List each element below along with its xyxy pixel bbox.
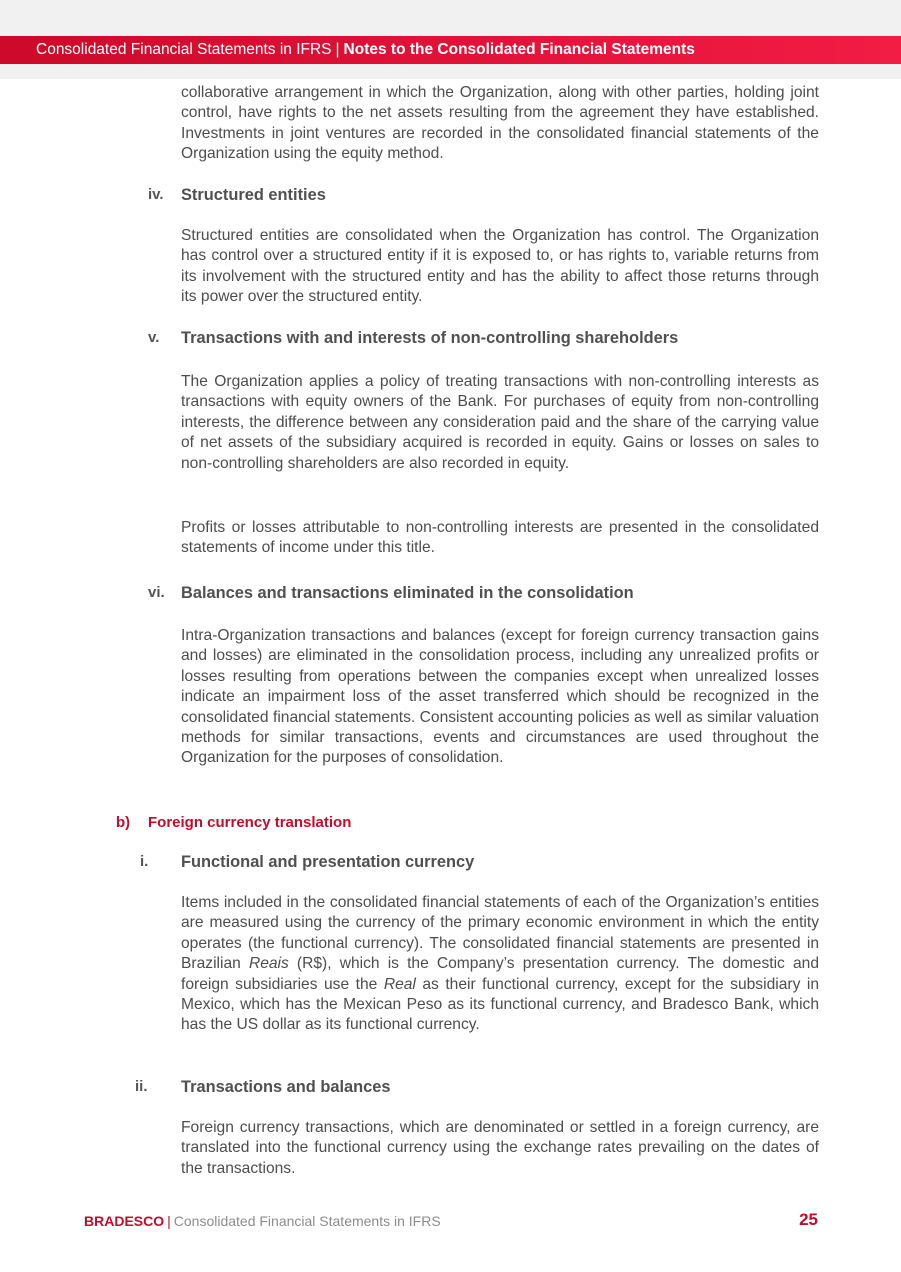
section-b-title: Foreign currency translation	[148, 814, 352, 831]
item-number-vi: vi.	[148, 584, 165, 601]
item-number-b-ii: ii.	[135, 1078, 148, 1095]
item-number-iv: iv.	[148, 186, 164, 203]
page-footer	[84, 1212, 441, 1230]
non-controlling-paragraph-1: The Organization applies a policy of treating transactions with non-controlling interests as transactions with equity owners of the Bank. For purchases of equity from non-controlling interests, the difference between any consideration paid and the share of the carrying value of net assets of the subsidiary acquired is recorded in equity. Gains or losses on sales to non-controlling shareholders are also recorded in equity.	[181, 373, 819, 472]
eliminated-balances-paragraph: Intra-Organization transactions and balances (except for foreign currency transaction gains and losses) are eliminated in the consolidation process, including any unrealized profits or losses resulting from operations between the companies except when unrealized losses indicate an impairment loss of the asset transferred which should be recognized in the consolidated financial statements. Consistent accounting policies as well as similar valuation methods for similar transactions, events and circumstances are used throughout the Organization for the purposes of consolidation.	[181, 627, 819, 767]
footer-brand: BRADESCO	[84, 1213, 165, 1229]
heading-transactions-balances: Transactions and balances	[181, 1078, 391, 1096]
footer-doc-title: Consolidated Financial Statements in IFRS	[173, 1213, 441, 1229]
top-margin-band	[0, 0, 901, 36]
functional-currency-text-1: Items included in the consolidated financial statements of each of the Organization’s entities are measured using the currency of the primary economic environment in which the entity operates (the functional currency). The consolidated financial statements are presented in Brazilian	[181, 894, 819, 973]
footer-separator: |	[167, 1213, 171, 1229]
header-under-band	[0, 64, 901, 79]
joint-ventures-paragraph: collaborative arrangement in which the Organization, along with other parties, holding joint control, have rights to the net assets resulting from the agreement they have established. Investments in joint ventures are recorded in the consolidated financial statements of the Organization using the equity method.	[181, 84, 819, 163]
item-number-b-i: i.	[140, 853, 149, 870]
page-number: 25	[799, 1210, 818, 1229]
heading-structured-entities: Structured entities	[181, 186, 326, 204]
heading-functional-currency: Functional and presentation currency	[181, 853, 475, 871]
functional-currency-text-2: (R$), which is the Company’s presentation currency. The domestic and foreign subsidiaries use the	[181, 955, 819, 993]
page-header-bar	[0, 36, 901, 64]
header-separator: |	[335, 41, 340, 58]
heading-non-controlling: Transactions with and interests of non-controlling shareholders	[181, 329, 679, 347]
section-b-number: b)	[116, 814, 131, 831]
reais-italic: Reais	[248, 955, 289, 973]
real-italic: Real	[383, 975, 416, 993]
functional-currency-text-3: as their functional currency, except for the subsidiary in Mexico, which has the Mexican Peso as its functional currency, and Bradesco Bank, which has the US dollar as its functional currency.	[181, 975, 819, 1034]
non-controlling-paragraph-2: Profits or losses attributable to non-controlling interests are presented in the consolidated statements of income under this title.	[181, 519, 819, 557]
transactions-balances-paragraph: Foreign currency transactions, which are denominated or settled in a foreign currency, are translated into the functional currency using the exchange rates prevailing on the dates of the transactions.	[181, 1119, 819, 1177]
item-number-v: v.	[148, 329, 160, 346]
header-section-title: Notes to the Consolidated Financial Statements	[343, 41, 695, 58]
heading-eliminated-balances: Balances and transactions eliminated in the consolidation	[181, 584, 634, 602]
structured-entities-paragraph: Structured entities are consolidated when the Organization has control. The Organization has control over a structured entity if it is exposed to, or has rights to, variable returns from its involvement with the structured entity and has the ability to affect those returns through its power over the structured entity.	[181, 227, 819, 306]
functional-currency-paragraph	[181, 893, 819, 1036]
header-document-title: Consolidated Financial Statements in IFRS	[36, 41, 332, 58]
